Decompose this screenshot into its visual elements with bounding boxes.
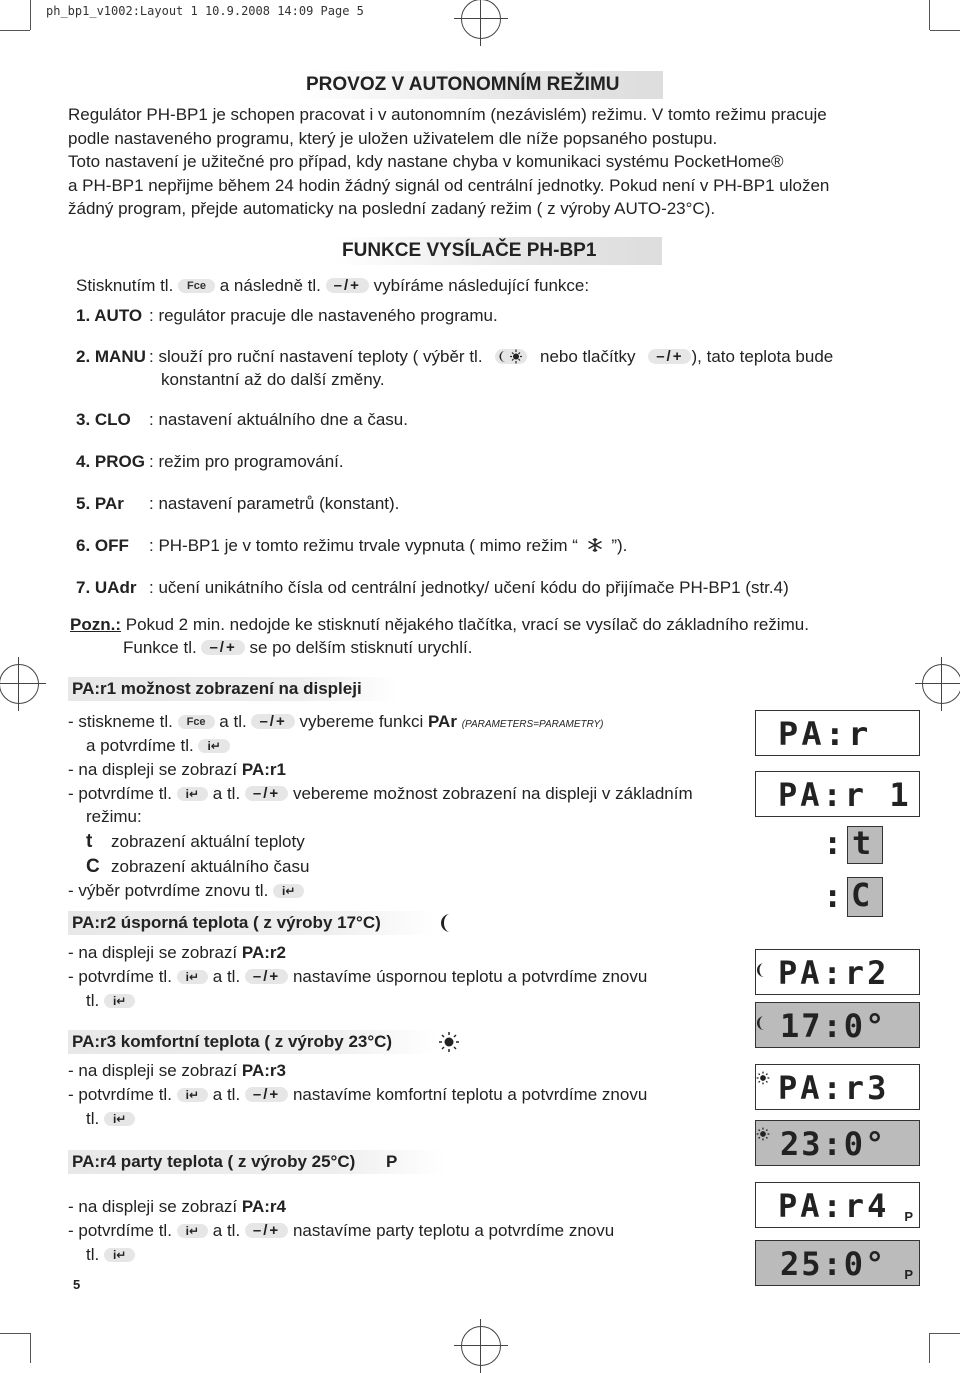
moon-icon <box>439 913 453 933</box>
minus-plus-button-icon: –/+ <box>245 969 288 984</box>
note: Pozn.: Pokud 2 min. nedojde ke stisknutí nějakého tlačítka, vrací se vysílač do základního režimu. <box>70 615 809 634</box>
intro-line: Regulátor PH-BP1 je schopen pracovat i v autonomním (nezávislém) režimu. V tomto režimu pracuje <box>68 105 827 124</box>
lcd-display-temp25: 25:0° P <box>755 1240 920 1286</box>
info-enter-button-icon: i↵ <box>273 884 304 898</box>
info-enter-button-icon: i↵ <box>104 1248 135 1262</box>
info-enter-button-icon: i↵ <box>104 1112 135 1126</box>
intro-line: podle nastaveného programu, který je uložen uživatelem dle níže popsaného postupu. <box>68 128 718 148</box>
note-line2: Funkce tl. –/+ se po delším stisknutí urychlí. <box>123 638 473 657</box>
moon-icon <box>756 962 766 978</box>
crop-mark <box>30 0 31 30</box>
par1-step: - výběr potvrdíme znovu tl. i↵ <box>68 881 304 901</box>
par1-step: - potvrdíme tl. i↵ a tl. –/+ vebereme možnost zobrazení na displeji v základním <box>68 784 693 803</box>
intro-line: žádný program, přejde automaticky na poslední zadaný režim ( z výroby AUTO-23°C). <box>68 199 716 218</box>
par1-option-c: C zobrazení aktuálního času <box>86 856 310 877</box>
print-header: ph_bp1_v1002:Layout 1 10.9.2008 14:09 Page 5 <box>46 4 364 18</box>
par2-step: - potvrdíme tl. i↵ a tl. –/+ nastavíme úspornou teplotu a potvrdíme znovu <box>68 967 648 986</box>
info-enter-button-icon: i↵ <box>177 1088 208 1102</box>
function-item-par: 5. PAr : nastavení parametrů (konstant). <box>76 494 400 513</box>
par3-step: tl. i↵ <box>86 1109 135 1129</box>
par3-step: - potvrdíme tl. i↵ a tl. –/+ nastavíme komfortní teplotu a potvrdíme znovu <box>68 1085 648 1104</box>
lcd-display-par2: PA:r2 <box>755 949 920 995</box>
minus-plus-button-icon: –/+ <box>251 714 294 729</box>
crop-mark <box>0 30 30 31</box>
par4-step: - na displeji se zobrazí PA:r4 <box>68 1197 286 1216</box>
par3-step: - na displeji se zobrazí PA:r3 <box>68 1061 286 1080</box>
section-par4-title: PA:r4 party teplota ( z výroby 25°C) P <box>68 1150 445 1174</box>
par2-step: - na displeji se zobrazí PA:r2 <box>68 943 286 962</box>
lcd-display-temp23: 23:0° <box>755 1120 920 1166</box>
intro-line: Toto nastavení je užitečné pro případ, kdy nastane chyba v komunikaci systému PocketHome® <box>68 152 784 171</box>
par1-step: a potvrdíme tl. i↵ <box>86 736 230 756</box>
sun-icon <box>756 1127 770 1141</box>
intro-paragraph <box>68 103 865 221</box>
function-item-clo: 3. CLO : nastavení aktuálního dne a času. <box>76 410 408 429</box>
sun-icon <box>438 1031 460 1053</box>
section-par1-title: PA:r1 možnost zobrazení na displeji <box>68 677 398 701</box>
info-enter-button-icon: i↵ <box>177 1224 208 1238</box>
fce-button-icon: Fce <box>178 279 215 293</box>
lcd-display-c: : C <box>755 873 918 917</box>
crop-mark <box>0 1333 30 1334</box>
minus-plus-button-icon: –/+ <box>201 640 244 655</box>
section-title-functions: FUNKCE VYSÍLAČE PH-BP1 <box>334 237 662 265</box>
function-item-auto: 1. AUTO : regulátor pracuje dle nastaveného programu. <box>76 306 498 325</box>
page-number: 5 <box>73 1277 81 1292</box>
lcd-display-par: PA:r <box>755 710 920 756</box>
lcd-display-par1: PA:r 1 <box>755 771 920 817</box>
par2-step: tl. i↵ <box>86 991 135 1011</box>
par1-option-t: t zobrazení aktuální teploty <box>86 831 305 852</box>
function-item-manu-cont: konstantní až do další změny. <box>161 370 385 389</box>
minus-plus-button-icon: –/+ <box>245 1223 288 1238</box>
par1-step: režimu: <box>86 807 142 826</box>
par1-step: - na displeji se zobrazí PA:r1 <box>68 760 286 779</box>
section-title-autonomous: PROVOZ V AUTONOMNÍM REŽIMU <box>298 71 663 99</box>
press-instruction: Stisknutím tl. Fce a následně tl. –/+ vybíráme následující funkce: <box>76 276 590 295</box>
info-enter-button-icon: i↵ <box>198 739 229 753</box>
crop-mark <box>930 30 960 31</box>
minus-plus-button-icon: –/+ <box>648 349 691 364</box>
info-enter-button-icon: i↵ <box>177 787 208 801</box>
crop-mark <box>929 0 930 30</box>
par4-step: - potvrdíme tl. i↵ a tl. –/+ nastavíme party teplotu a potvrdíme znovu <box>68 1221 615 1240</box>
info-enter-button-icon: i↵ <box>104 994 135 1008</box>
lcd-display-t: : t <box>755 820 918 864</box>
par1-step: - stiskneme tl. Fce a tl. –/+ vybereme funkci PAr (PARAMETERS=PARAMETRY) <box>68 712 604 731</box>
sun-icon <box>756 1071 770 1085</box>
section-par3-title: PA:r3 komfortní teplota ( z výroby 23°C) <box>68 1030 436 1054</box>
minus-plus-button-icon: –/+ <box>326 278 369 293</box>
minus-plus-button-icon: –/+ <box>245 786 288 801</box>
registration-mark-top <box>461 0 501 39</box>
registration-mark-bottom <box>461 1326 501 1366</box>
lcd-display-par4: PA:r4 P <box>755 1182 920 1228</box>
par4-step: tl. i↵ <box>86 1245 135 1265</box>
fce-button-icon: Fce <box>178 715 215 729</box>
crop-mark <box>30 1333 31 1363</box>
minus-plus-button-icon: –/+ <box>245 1087 288 1102</box>
moon-icon <box>756 1015 766 1031</box>
lcd-display-temp17: 17:0° <box>755 1002 920 1048</box>
function-item-uadr: 7. UAdr : učení unikátního čísla od centrální jednotky/ učení kódu do přijímače PH-BP1 (str.4) <box>76 578 789 597</box>
function-item-off: 6. OFF : PH-BP1 je v tomto režimu trvale vypnuta ( mimo režim “ ”). <box>76 536 627 558</box>
crop-mark <box>929 1333 930 1363</box>
function-item-manu: 2. MANU : slouží pro ruční nastavení teploty ( výběr tl. nebo tlačítky –/+ ), tato teplota bude <box>76 347 834 366</box>
lcd-display-par3: PA:r3 <box>755 1064 920 1110</box>
moon-sun-button-icon <box>495 349 527 364</box>
section-par2-title: PA:r2 úsporná teplota ( z výroby 17°C) <box>68 911 435 935</box>
crop-mark <box>930 1333 960 1334</box>
registration-mark-left <box>0 664 39 704</box>
snowflake-icon <box>587 537 603 558</box>
info-enter-button-icon: i↵ <box>177 970 208 984</box>
function-item-prog: 4. PROG : režim pro programování. <box>76 452 344 471</box>
intro-line: a PH-BP1 nepřijme během 24 hodin žádný signál od centrální jednotky. Pokud není v PH-BP1 uložen <box>68 175 830 195</box>
registration-mark-right <box>922 664 960 704</box>
